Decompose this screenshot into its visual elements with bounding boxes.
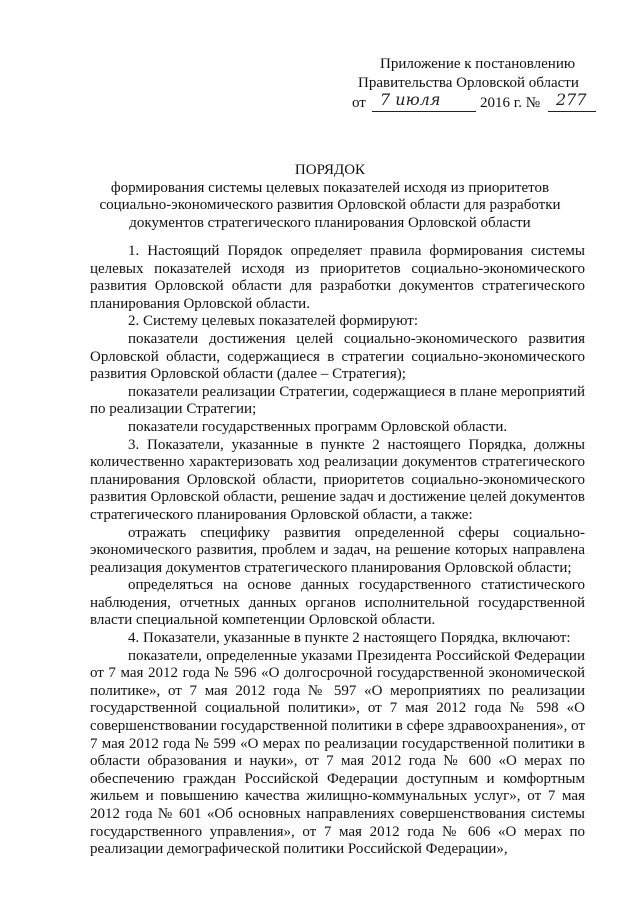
paragraph: 1. Настоящий Порядок определяет правила формирования системы целевых показателей исходя из приоритетов социально-экономического развития Орловской области для разработки документов стратегического планирования Орловской области. bbox=[90, 243, 585, 312]
date-underline bbox=[372, 111, 476, 112]
document-title bbox=[90, 162, 570, 232]
number-underline bbox=[548, 111, 596, 112]
paragraph: показатели достижения целей социально-экономического развития Орловской области, содержащиеся в стратегии социально-экономического развития Орловской области (далее – Стратегия); bbox=[90, 330, 585, 383]
ot-label: от bbox=[352, 95, 366, 111]
paragraph: показатели, определенные указами Президента Российской Федерации от 7 мая 2012 года № 596 «О долгосрочной государственной экономической политике», от 7 мая 2012 года № 597 «О мероприятиях по реализации государственной социальной политики», от 7 мая 2012 года № 598 «О совершенствовании государственной политики в сфере здравоохранения», от 7 мая 2012 года № 599 «О мерах по реализации государственной политики в области образования и науки», от 7 мая 2012 года № 600 «О мерах по обеспечению граждан Российской Федерации доступным и комфортным жильем и повышению качества жилищно-коммунальных услуг», от 7 мая 2012 года № 601 «Об основных направлениях совершенствования системы государственного управления», от 7 мая 2012 года № 606 «О мерах по реализации демографической политики Российской Федерации», bbox=[90, 647, 585, 858]
paragraph: отражать специфику развития определенной сферы социально-экономического развития, проблем и задач, на решение которых направлена реализация документов стратегического планирования Орловской области; bbox=[90, 524, 585, 576]
paragraph: показатели государственных программ Орловской области. bbox=[128, 418, 508, 435]
appendix-date-line bbox=[352, 90, 612, 115]
title-heading: ПОРЯДОК bbox=[294, 162, 366, 178]
appendix-header bbox=[352, 55, 612, 115]
paragraph: 4. Показатели, указанные в пункте 2 настоящего Порядка, включают: bbox=[128, 630, 571, 647]
document-body bbox=[90, 243, 585, 859]
appendix-line-1: Приложение к постановлению bbox=[380, 56, 576, 72]
handwritten-number: 277 bbox=[556, 90, 587, 109]
paragraph: 2. Систему целевых показателей формируют: bbox=[128, 313, 419, 330]
appendix-line-2: Правительства Орловской области bbox=[358, 75, 579, 91]
paragraph: определяться на основе данных государственного статистического наблюдения, отчетных данных органов исполнительной государственной власти специальной компетенции Орловской области. bbox=[90, 577, 585, 629]
handwritten-date: 7 июля bbox=[380, 90, 441, 109]
title-subtitle: формирования системы целевых показателей исходя из приоритетов социально-экономического развития Орловской области для разработки документов стратегического планирования Орловской области bbox=[99, 179, 561, 231]
paragraph: показатели реализации Стратегии, содержащиеся в плане мероприятий по реализации Стратегии; bbox=[90, 383, 585, 418]
year-number-label: 2016 г. № bbox=[480, 95, 541, 111]
paragraph: 3. Показатели, указанные в пункте 2 настоящего Порядка, должны количественно характеризовать ход реализации документов стратегического планирования Орловской области, приоритетов социально-экономического развития Орловской области, решение задач и достижение целей документов стратегического планирования Орловской области, а также: bbox=[90, 436, 585, 523]
